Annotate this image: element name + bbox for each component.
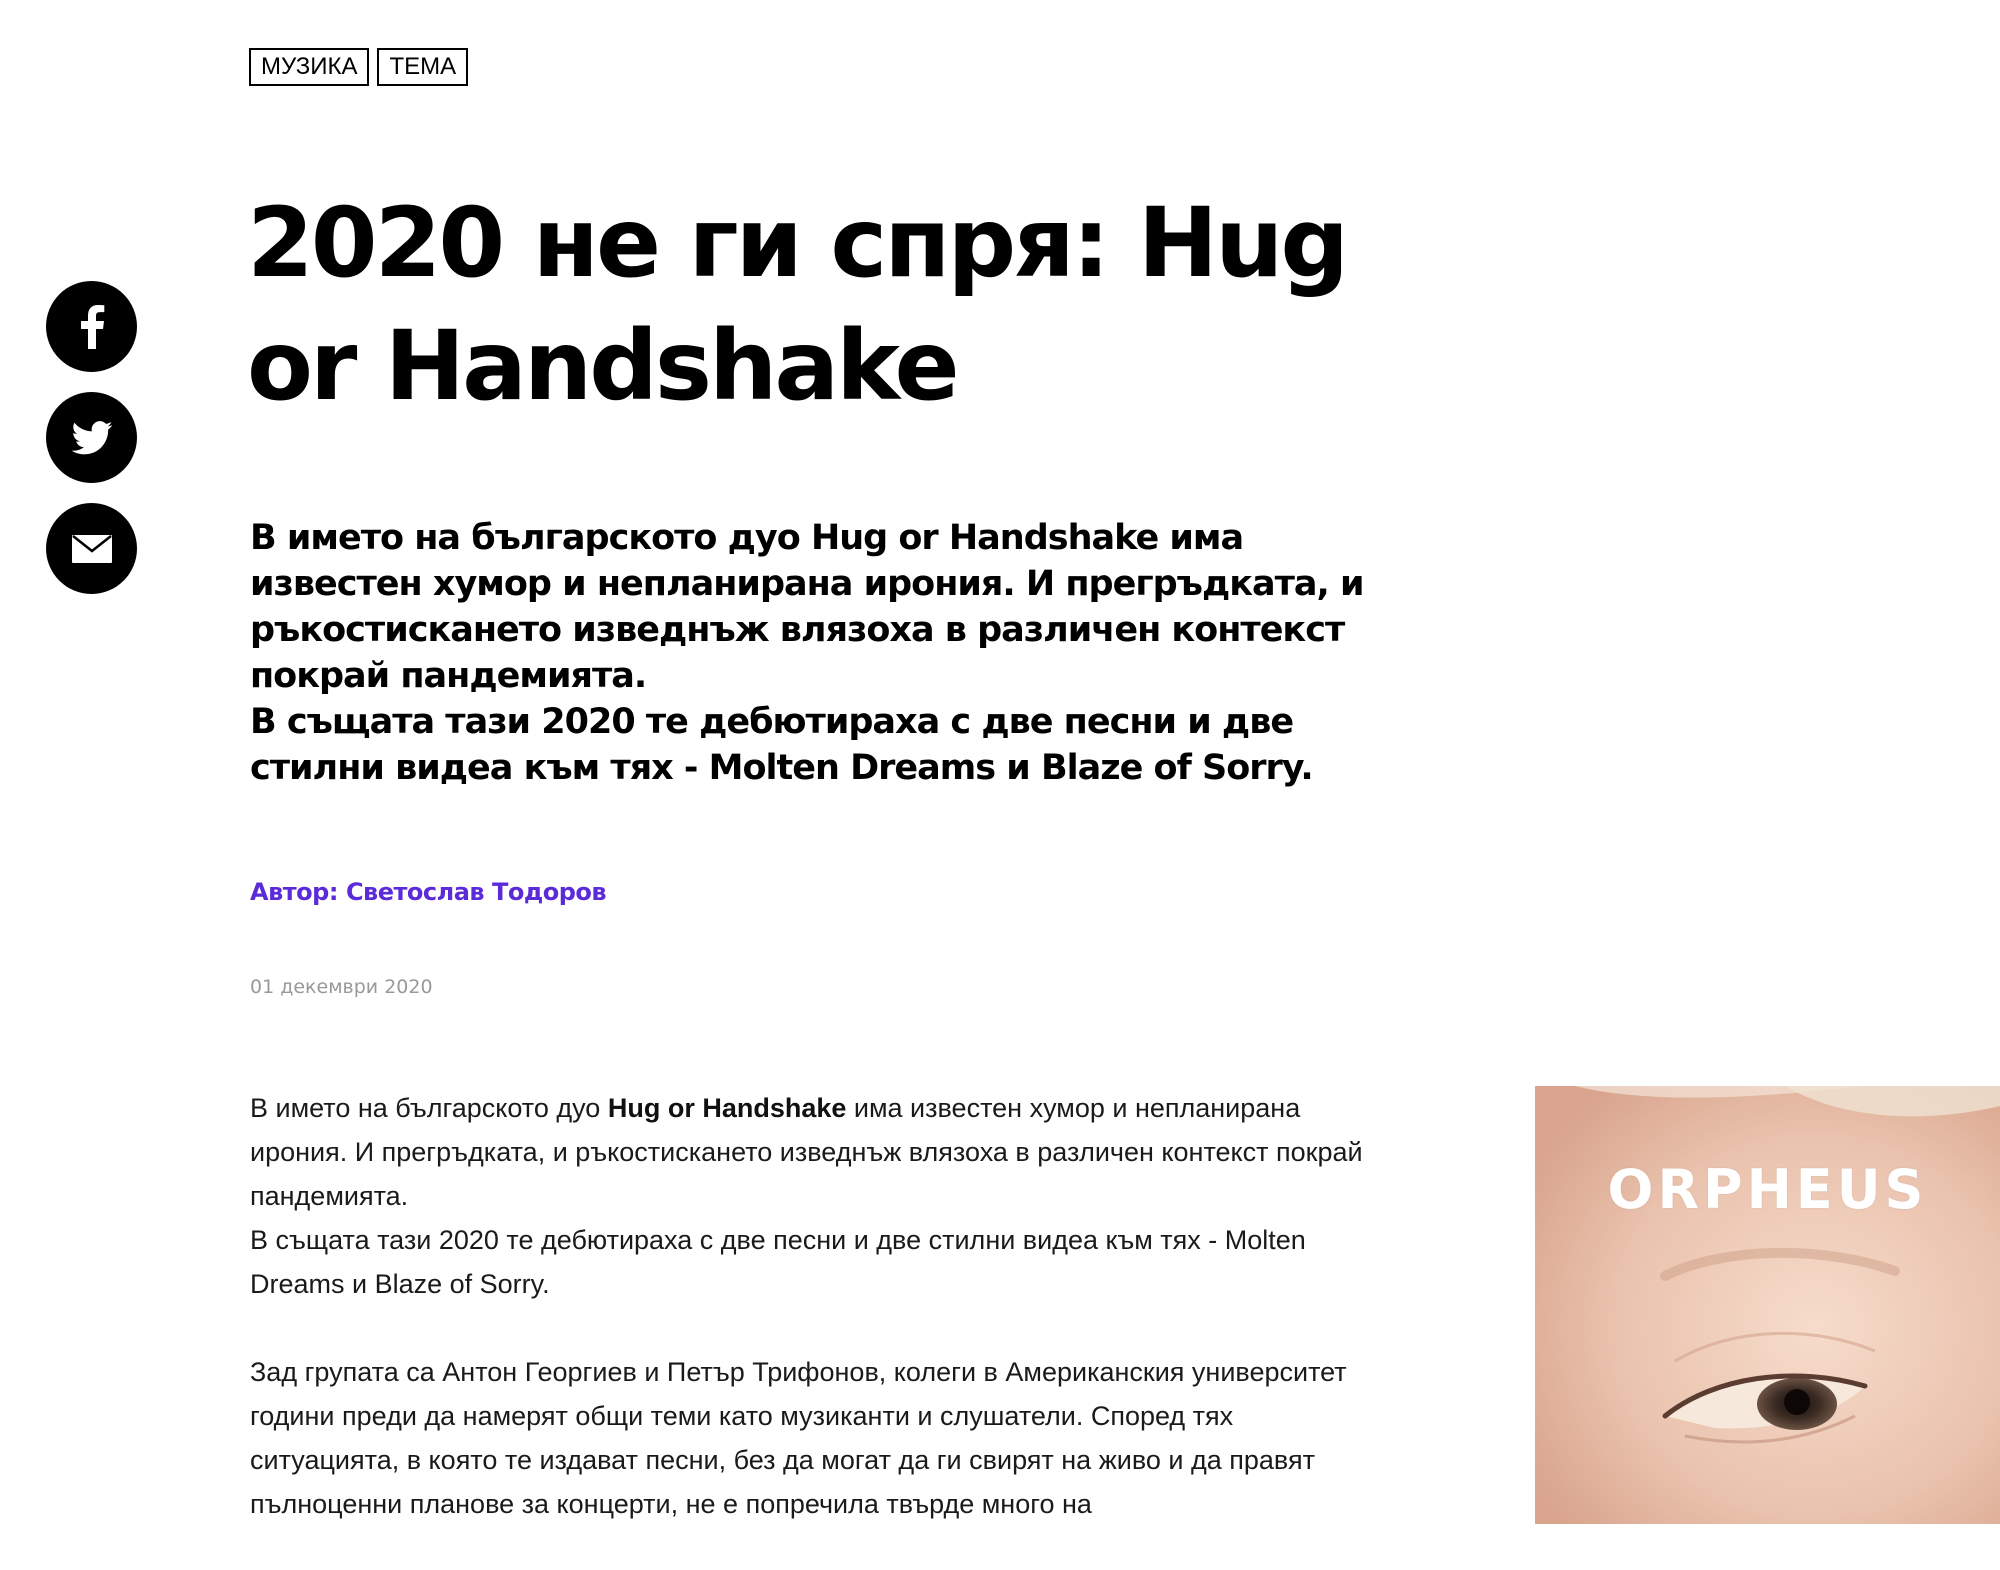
tag-music[interactable]: МУЗИКА — [249, 48, 369, 86]
tag-topic[interactable]: ТЕМА — [377, 48, 468, 86]
ad-model-face-image — [1535, 1086, 2000, 1524]
body-paragraph: Зад групата са Антон Георгиев и Петър Трифонов, колеги в Американския университет години преди да намерят общи теми като музиканти и слушатели. Според тях ситуацията, в която те издават песни, без да могат да ги свирят на живо и да правят пълноценни планове за концерти, не е попречила твърде много на — [250, 1357, 1347, 1519]
share-facebook-button[interactable] — [46, 281, 137, 372]
lead-paragraph: В името на българското дуо Hug or Handshake има известен хумор и непланирана ирония. И прегръдката, и ръкостискането изведнъж влязоха в различен контекст покрай пандемията. — [250, 518, 1364, 696]
twitter-icon — [71, 421, 113, 455]
author-link[interactable]: Светослав Тодоров — [345, 878, 607, 906]
author-label: Автор: — [250, 878, 338, 906]
share-twitter-button[interactable] — [46, 392, 137, 483]
advertisement-banner[interactable] — [1535, 1086, 2000, 1524]
article-author — [250, 878, 606, 906]
mail-icon — [72, 535, 112, 563]
share-email-button[interactable] — [46, 503, 137, 594]
publish-date: 01 декември 2020 — [250, 976, 433, 998]
body-paragraph: В името на българското дуо Hug or Handshake има известен хумор и непланирана ирония. И прегръдката, и ръкостискането изведнъж влязоха в различен контекст покрай пандемията. В същата тази 2020 те дебютираха с две песни и две стилни видеа към тях - Molten Dreams и Blaze of Sorry. — [250, 1093, 1363, 1299]
article-body — [250, 1086, 1380, 1570]
article-title: 2020 не ги спря: Hug or Handshake — [247, 187, 1347, 422]
social-share-bar — [46, 281, 137, 594]
category-tags — [249, 48, 468, 86]
facebook-icon — [79, 305, 105, 349]
band-name: Hug or Handshake — [607, 1093, 847, 1123]
lead-paragraph: В същата тази 2020 те дебютираха с две песни и две стилни видеа към тях - Molten Dreams и Blaze of Sorry. — [250, 702, 1313, 788]
ad-brand-logo: ORPHEUS — [1607, 1158, 1928, 1221]
article-lead — [250, 515, 1400, 791]
